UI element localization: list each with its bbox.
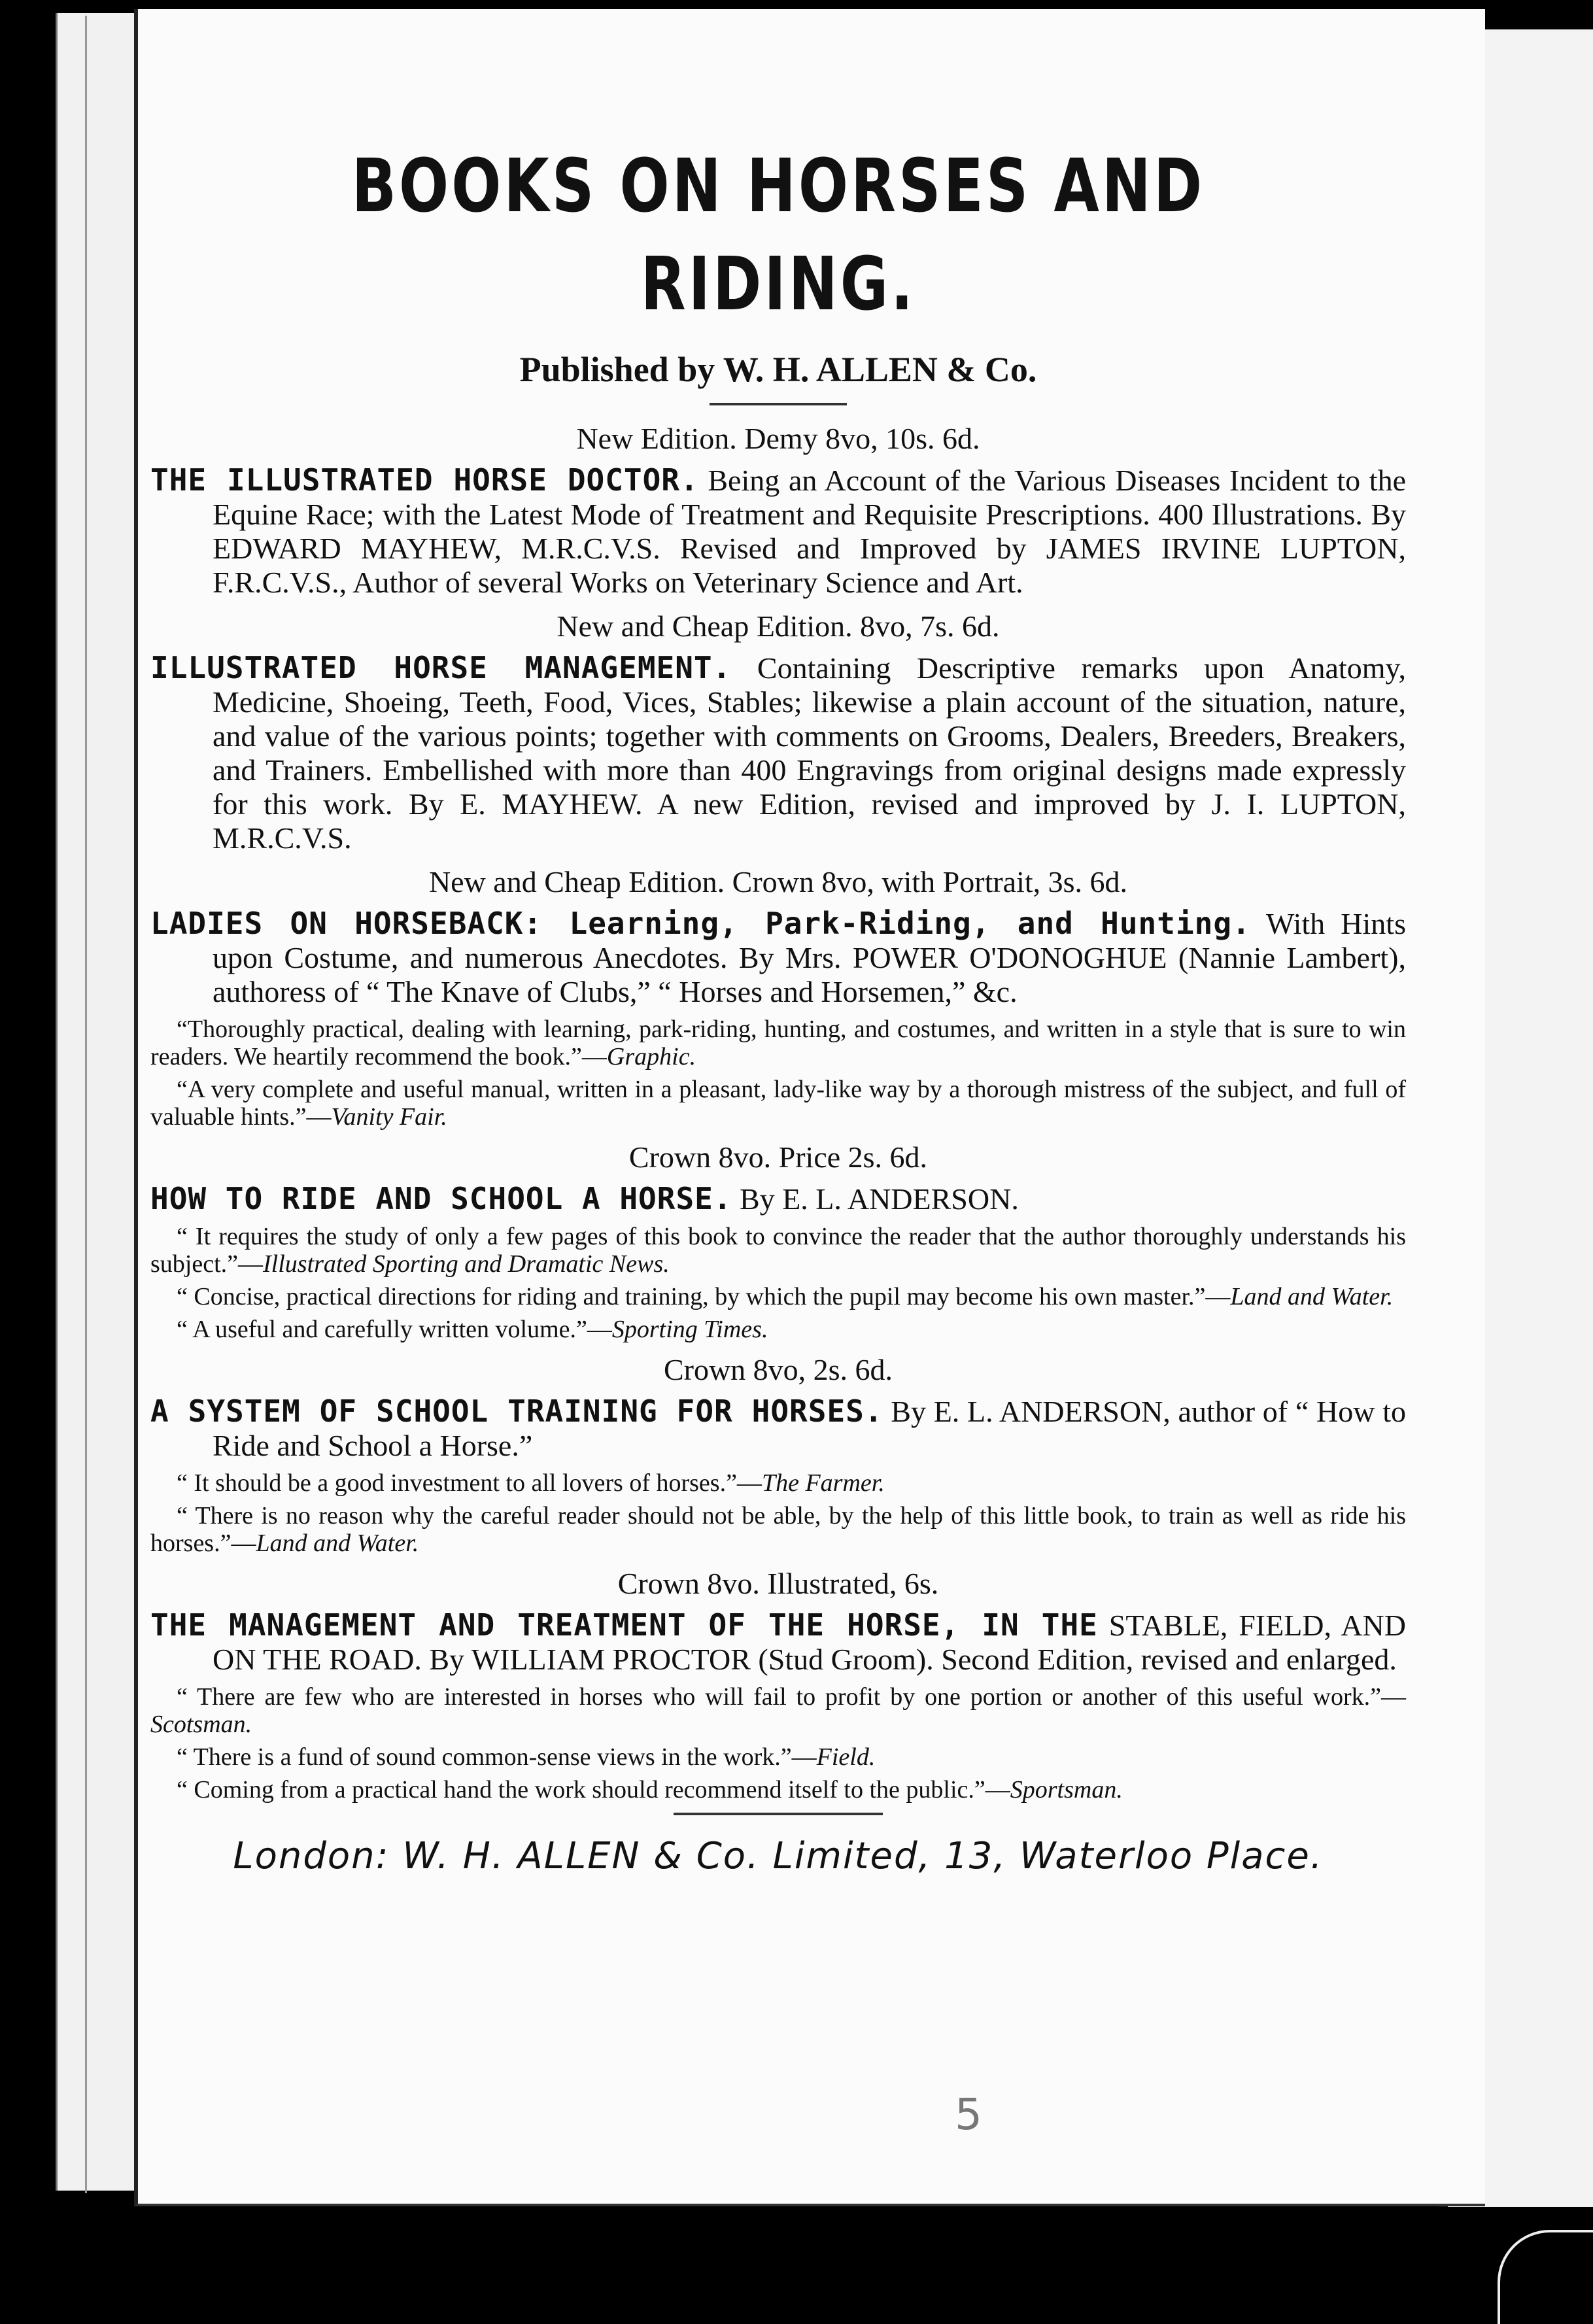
book-paragraph <box>150 1394 1406 1463</box>
review-source: Sportsman. <box>1010 1776 1123 1803</box>
book-title: THE ILLUSTRATED HORSE DOCTOR. <box>150 462 699 498</box>
review-quote: “ It should be a good investment to all lovers of horses.”—The Farmer. <box>177 1469 885 1497</box>
book-paragraph <box>150 651 1406 855</box>
book-edition: New Edition. Demy 8vo, 10s. 6d. <box>576 422 980 455</box>
book-title: LADIES ON HORSEBACK: Learning, Park-Riding, and Hunting. <box>150 906 1251 941</box>
review-quote: “ A useful and carefully written volume.”—Sporting Times. <box>177 1316 768 1343</box>
book-paragraph <box>150 906 1406 1009</box>
book-title: A SYSTEM OF SCHOOL TRAINING FOR HORSES. <box>150 1393 883 1429</box>
book-entry <box>150 1137 1406 1343</box>
footer-rule <box>674 1813 883 1815</box>
book-edition: Crown 8vo. Price 2s. 6d. <box>628 1140 928 1174</box>
review-source: Vanity Fair. <box>331 1103 447 1131</box>
book-paragraph <box>150 1608 1406 1677</box>
review-source: Field. <box>816 1743 876 1771</box>
page-content <box>150 137 1406 1877</box>
book-paragraph <box>150 463 1406 600</box>
review-source: Illustrated Sporting and Dramatic News. <box>263 1250 670 1278</box>
book-entry <box>150 606 1406 855</box>
publisher-imprint: London: W. H. ALLEN & Co. Limited, 13, Waterloo Place. <box>233 1835 1324 1877</box>
review-quote: “ It requires the study of only a few pages of this book to convince the reader that the author thoroughly understands his subject.”—Illustrated Sporting and Dramatic News. <box>150 1223 1406 1278</box>
left-page-edge-inner <box>85 16 120 2193</box>
review-quote: “ There is a fund of sound common-sense views in the work.”—Field. <box>177 1743 876 1771</box>
review-source: Graphic. <box>606 1043 696 1070</box>
book-description: Containing Descriptive remarks upon Anatomy, Medicine, Shoeing, Teeth, Food, Vices, Stables; likewise a plain account of the situation, nature, and value of the various points; together with comments on Grooms, Dealers, Breeders, Breakers, and Trainers. Embellished with more than 400 Engravings from original designs made expressly for this work. By E. MAYHEW. A new Edition, revised and improved by J. I. LUPTON, M.R.C.V.S. <box>213 651 1407 855</box>
review-source: Land and Water. <box>256 1529 419 1557</box>
review-source: Sporting Times. <box>611 1316 768 1343</box>
book-paragraph <box>150 1182 1406 1216</box>
book-edition: New and Cheap Edition. Crown 8vo, with Portrait, 3s. 6d. <box>428 865 1128 898</box>
review-quote: “A very complete and useful manual, written in a pleasant, lady-like way by a thorough mistress of the subject, and full of valuable hints.”—Vanity Fair. <box>150 1076 1406 1131</box>
book-entry <box>150 1350 1406 1557</box>
review-quote: “Thoroughly practical, dealing with learning, park-riding, hunting, and costumes, and written in a style that is sure to win readers. We heartily recommend the book.”—Graphic. <box>150 1016 1406 1070</box>
book-entry <box>150 419 1406 600</box>
book-description: With Hints upon Costume, and numerous Anecdotes. By Mrs. POWER O'DONOGHUE (Nannie Lambert), authoress of “ The Knave of Clubs,” “ Horses and Horsemen,” &c. <box>213 907 1406 1008</box>
publisher-line: Published by W. H. ALLEN & Co. <box>519 350 1037 389</box>
review-quote: “ There are few who are interested in horses who will fail to profit by one portion or another of this useful work.”—Scotsman. <box>150 1683 1406 1738</box>
review-source: Land and Water. <box>1230 1283 1394 1310</box>
page-title: BOOKS ON HORSES AND RIDING. <box>351 144 1205 327</box>
review-source: The Farmer. <box>761 1469 885 1497</box>
book-title: HOW TO RIDE AND SCHOOL A HORSE. <box>150 1181 732 1216</box>
review-source: Scotsman. <box>150 1711 252 1738</box>
review-quote: “ Concise, practical directions for riding and training, by which the pupil may become his own master.”—Land and Water. <box>177 1283 1394 1310</box>
book-edition: New and Cheap Edition. 8vo, 7s. 6d. <box>557 609 1000 643</box>
review-quote: “ There is no reason why the careful reader should not be able, by the help of this little book, to train as well as ride his horses.”—Land and Water. <box>150 1502 1406 1557</box>
book-description: Being an Account of the Various Diseases Incident to the Equine Race; with the Latest Mode of Treatment and Requisite Prescriptions. 400 Illustrations. By EDWARD MAYHEW, M.R.C.V.S. Revised and Improved by JAMES IRVINE LUPTON, F.R.C.V.S., Author of several Works on Veterinary Science and Art. <box>213 464 1406 599</box>
book-entry <box>150 862 1406 1131</box>
pencil-page-number: 5 <box>955 2089 982 2140</box>
book-description: By E. L. ANDERSON, author of “ How to Ride and School a Horse.” <box>213 1395 1406 1462</box>
book-title: THE MANAGEMENT AND TREATMENT OF THE HORSE, IN THE <box>150 1607 1098 1643</box>
book-edition: Crown 8vo. Illustrated, 6s. <box>617 1567 939 1600</box>
book-edition: Crown 8vo, 2s. 6d. <box>663 1353 893 1386</box>
book-description: By E. L. ANDERSON. <box>740 1182 1019 1216</box>
book-entry <box>150 1564 1406 1803</box>
review-quote: “ Coming from a practical hand the work should recommend itself to the public.”—Sportsman. <box>177 1776 1123 1803</box>
book-description: STABLE, FIELD, AND ON THE ROAD. By WILLIAM PROCTOR (Stud Groom). Second Edition, revised and enlarged. <box>213 1609 1406 1676</box>
corner-curl <box>1498 2230 1593 2324</box>
title-rule <box>710 403 847 405</box>
book-title: ILLUSTRATED HORSE MANAGEMENT. <box>150 650 732 685</box>
